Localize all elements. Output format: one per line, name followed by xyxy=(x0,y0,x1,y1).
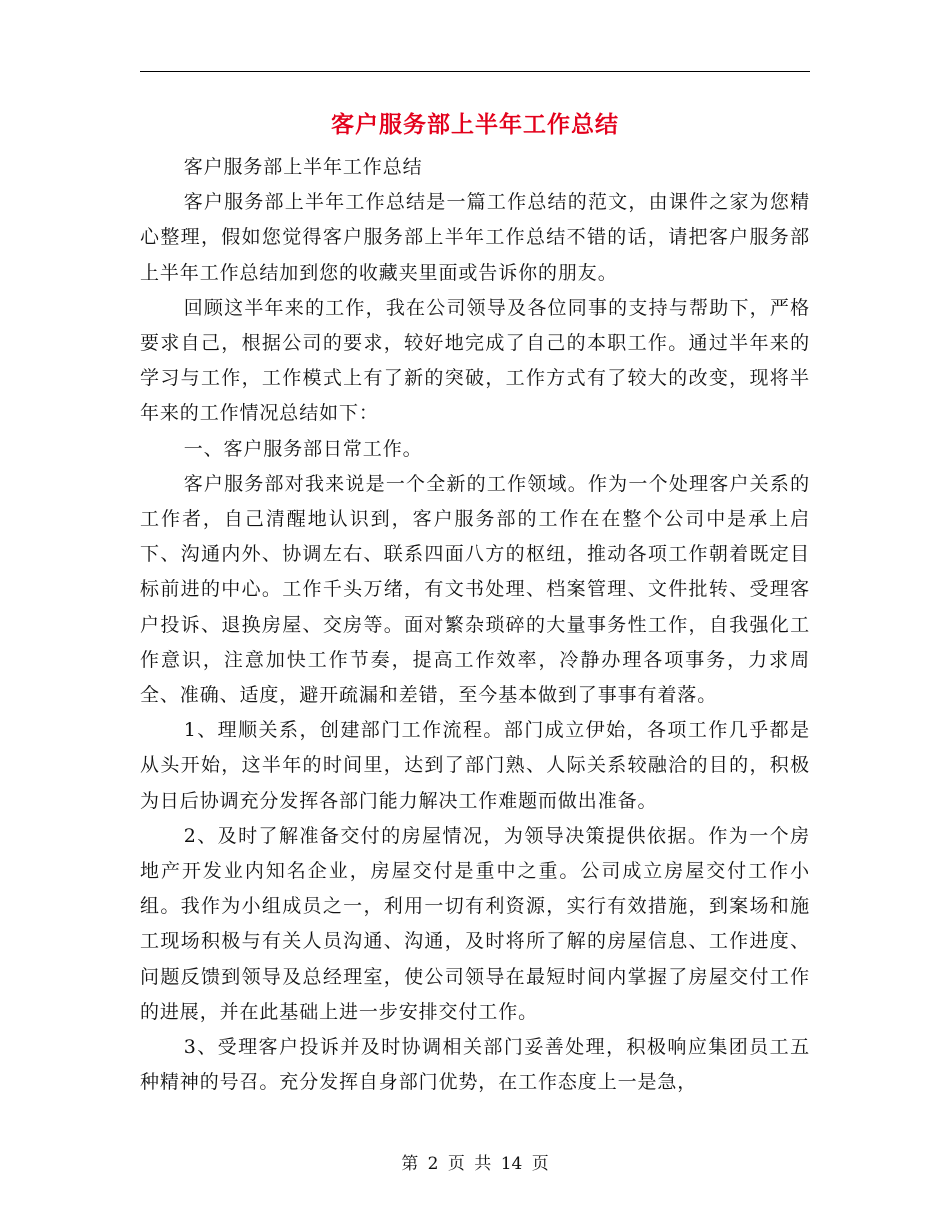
document-body xyxy=(140,150,810,1100)
paragraph: 客户服务部对我来说是一个全新的工作领域。作为一个处理客户关系的工作者，自己清醒地认识到，客户服务部的工作在在整个公司中是承上启下、沟通内外、协调左右、联系四面八方的枢纽，推动各项工作朝着既定目标前进的中心。工作千头万绪，有文书处理、档案管理、文件批转、受理客户投诉、退换房屋、交房等。面对繁杂琐碎的大量事务性工作，自我强化工作意识，注意加快工作节奏，提高工作效率，冷静办理各项事务，力求周全、准确、适度，避开疏漏和差错，至今基本做到了事事有着落。 xyxy=(140,472,810,707)
page-footer: 第 2 页 共 14 页 xyxy=(401,1154,549,1174)
section-heading: 一、客户服务部日常工作。 xyxy=(183,437,423,460)
paragraph: 3、受理客户投诉并及时协调相关部门妥善处理，积极响应集团员工五种精神的号召。充分发挥自身部门优势，在工作态度上一是急， xyxy=(140,1036,810,1094)
document-title: 客户服务部上半年工作总结 xyxy=(331,112,619,138)
paragraph: 2、及时了解准备交付的房屋情况，为领导决策提供依据。作为一个房地产开发业内知名企业，房屋交付是重中之重。公司成立房屋交付工作小组。我作为小组成员之一，利用一切有利资源，实行有效措施，到案场和施工现场积极与有关人员沟通、沟通，及时将所了解的房屋信息、工作进度、问题反馈到领导及总经理室，使公司领导在最短时间内掌握了房屋交付工作的进展，并在此基础上进一步安排交付工作。 xyxy=(140,824,810,1023)
paragraph: 客户服务部上半年工作总结是一篇工作总结的范文，由课件之家为您精心整理，假如您觉得客户服务部上半年工作总结不错的话，请把客户服务部上半年工作总结加到您的收藏夹里面或告诉你的朋友。 xyxy=(140,191,810,284)
header-rule xyxy=(140,71,810,72)
paragraph: 1、理顺关系，创建部门工作流程。部门成立伊始，各项工作几乎都是从头开始，这半年的时间里，达到了部门熟、人际关系较融洽的目的，积极为日后协调充分发挥各部门能力解决工作难题而做出准备。 xyxy=(140,719,810,812)
paragraph: 回顾这半年来的工作，我在公司领导及各位同事的支持与帮助下，严格要求自己，根据公司的要求，较好地完成了自己的本职工作。通过半年来的学习与工作，工作模式上有了新的突破，工作方式有了较大的改变，现将半年来的工作情况总结如下： xyxy=(140,296,810,425)
paragraph: 客户服务部上半年工作总结 xyxy=(183,156,423,178)
